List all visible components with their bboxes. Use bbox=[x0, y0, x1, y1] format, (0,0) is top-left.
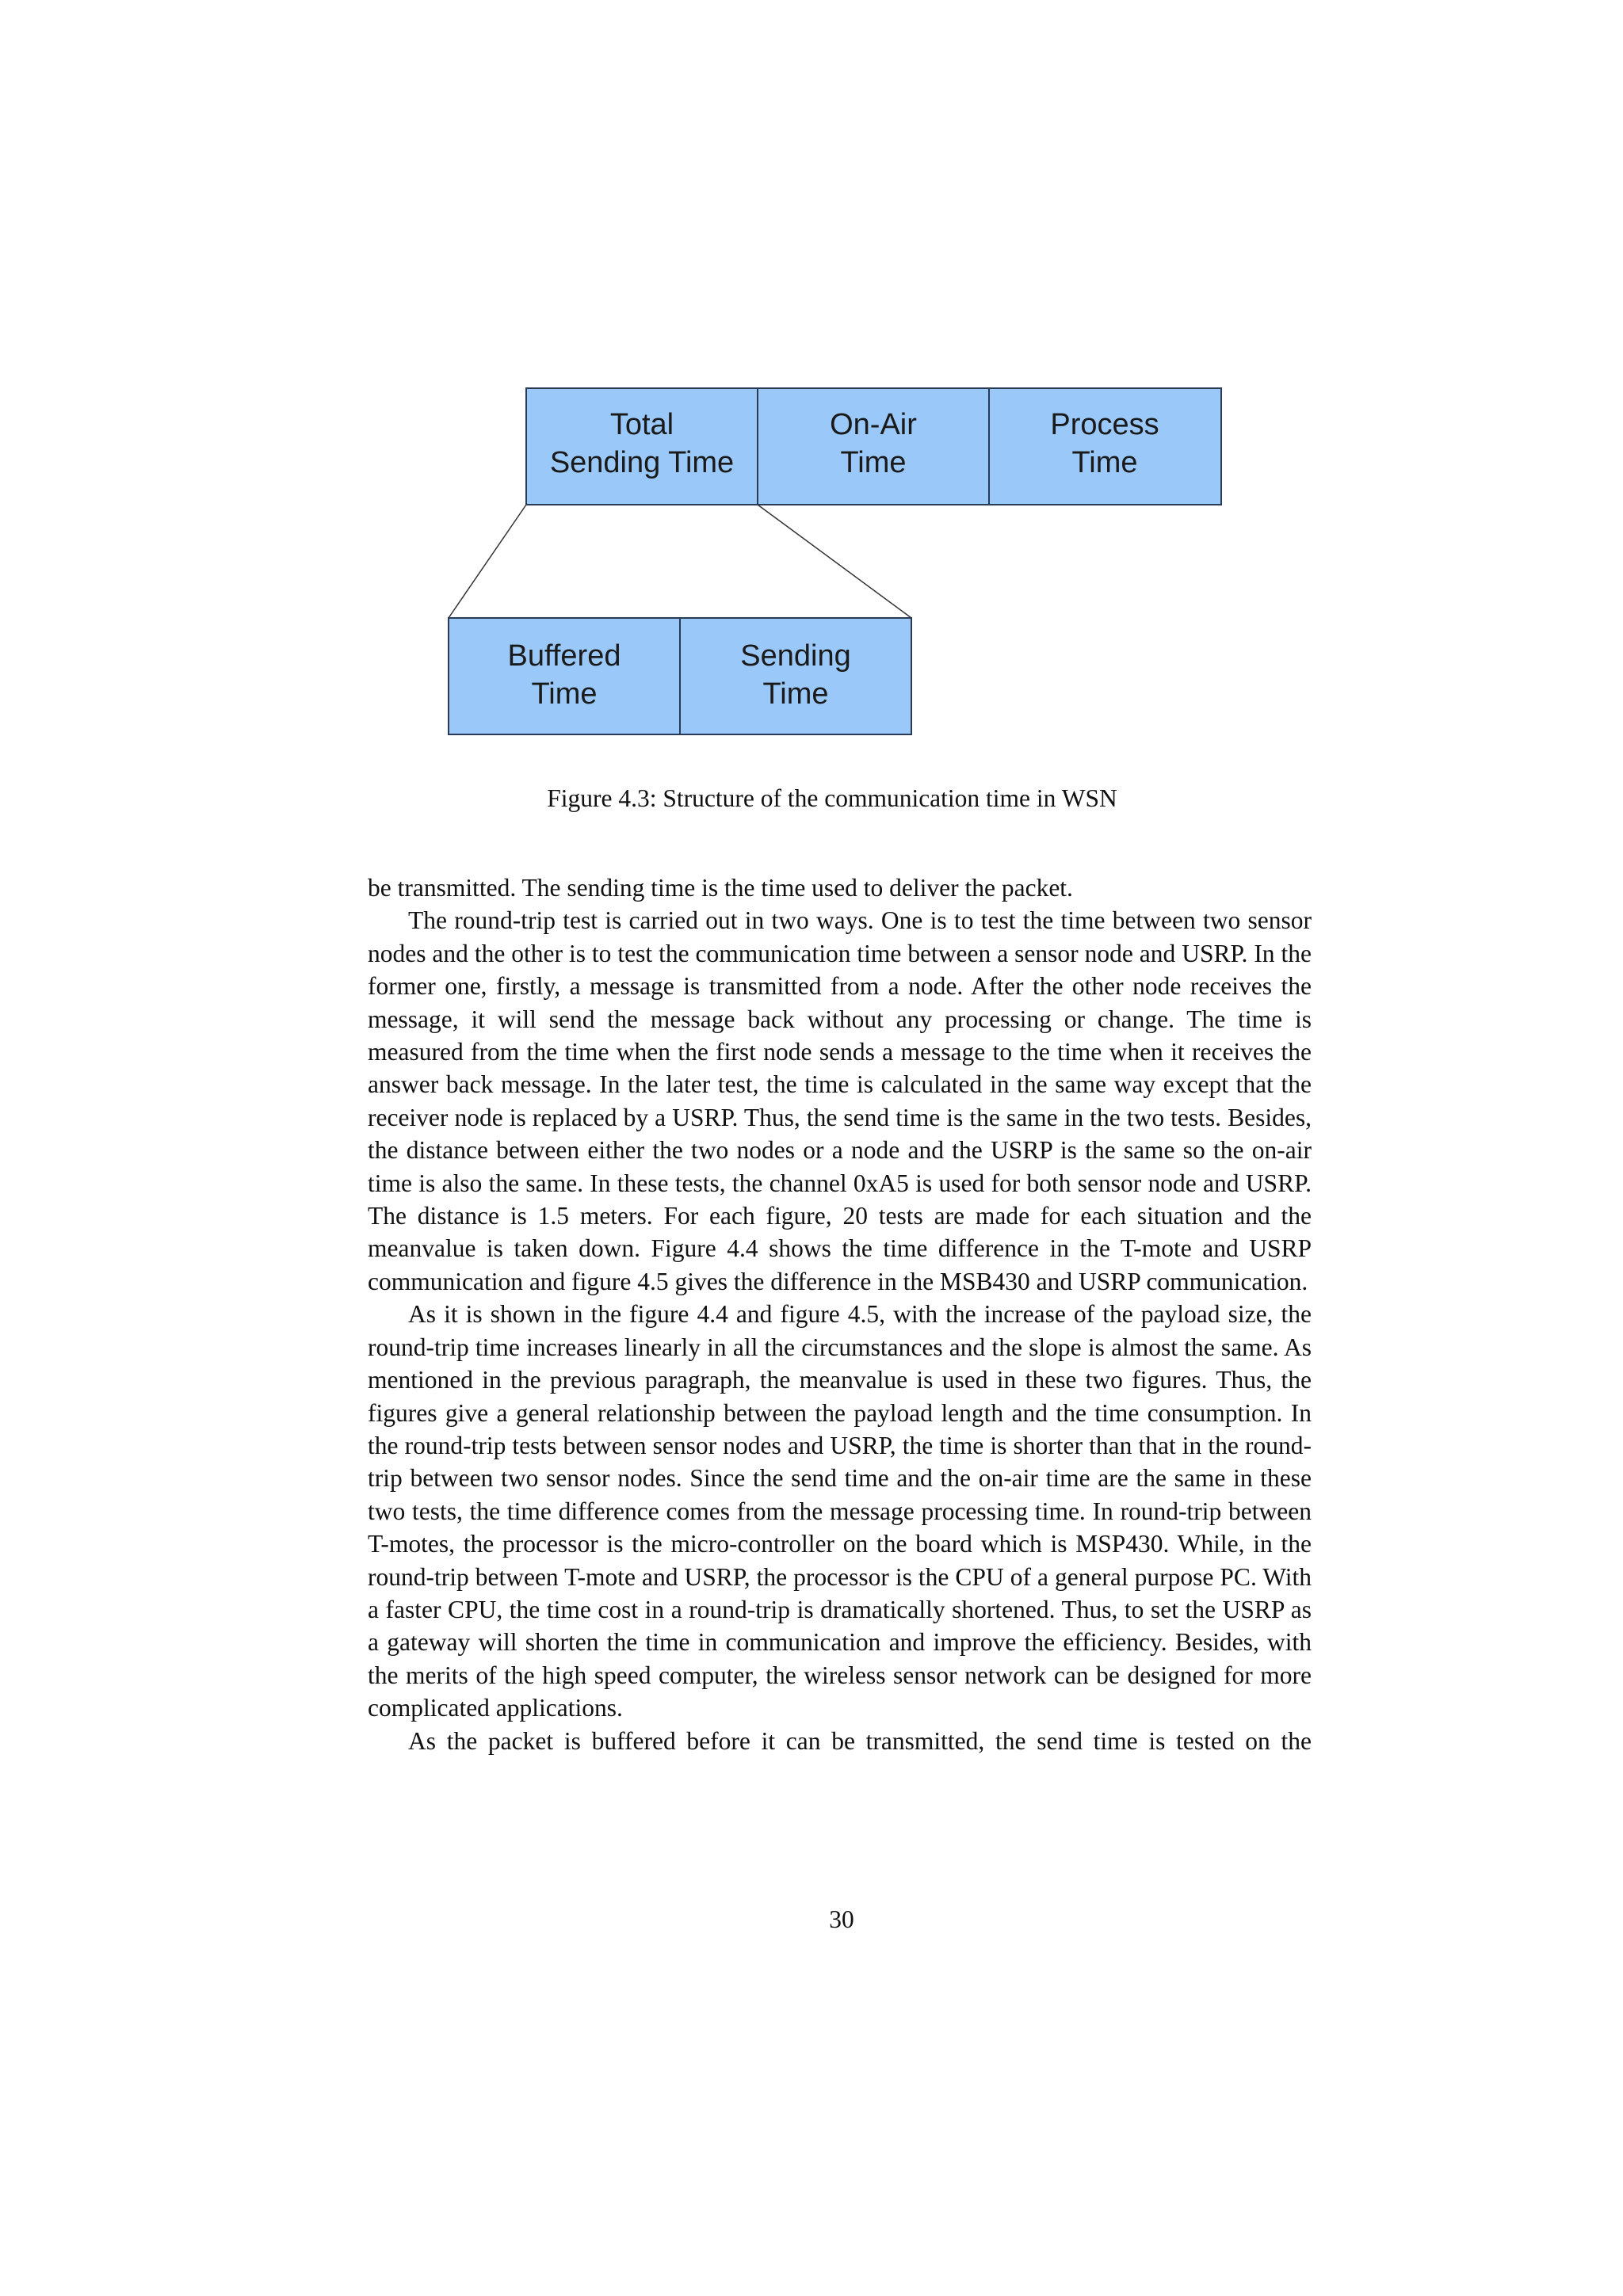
svg-text:Sending: Sending bbox=[740, 639, 851, 673]
svg-text:Time: Time bbox=[531, 677, 598, 711]
box-sending-time bbox=[680, 618, 911, 734]
svg-text:Buffered: Buffered bbox=[507, 639, 621, 673]
box-total-sending-time bbox=[526, 388, 758, 505]
box-process-time bbox=[989, 388, 1221, 505]
paragraph: As the packet is buffered before it can be transmitted, the send time is tested on the bbox=[408, 1726, 1312, 1755]
svg-text:Process: Process bbox=[1050, 408, 1159, 441]
paragraph: As it is shown in the figure 4.4 and figure 4.5, with the increase of the payload size, the round-trip time increases linearly in all the circumstances and the slope is almost the same. As mentioned in the previous paragraph, the meanvalue is used in these two figures. Thus, the figures give a general relationship between the payload length and the time consumption. In the round-trip tests between sensor nodes and USRP, the time is shorter than that in the round-trip between two sensor nodes. Since the send time and the on-air time are the same in these two tests, the time difference comes from the message processing time. In round-trip between T-motes, the processor is the micro-controller on the board which is MSP430. While, in the round-trip between T-mote and USRP, the processor is the CPU of a general purpose PC. With a faster CPU, the time cost in a round-trip is dramatically shortened. Thus, to set the USRP as a gateway will shorten the time in communication and improve the efficiency. Besides, with the merits of the high speed computer, the wireless sensor network can be designed for more complicated applications. bbox=[368, 1300, 1312, 1722]
body-text bbox=[368, 871, 1312, 1757]
svg-text:Total: Total bbox=[609, 408, 674, 441]
paragraph: be transmitted. The sending time is the time used to deliver the packet. bbox=[368, 874, 1073, 902]
svg-text:On-Air: On-Air bbox=[830, 408, 917, 441]
paragraph: The round-trip test is carried out in two ways. One is to test the time between two sensor nodes and the other is to test the communication time between a sensor node and USRP. In the former one, firstly, a message is transmitted from a node. After the other node receives the message, it will send the message back without any processing or change. The time is measured from the time when the first node sends a message to the time when it receives the answer back message. In the later test, the time is calculated in the same way except that the receiver node is replaced by a USRP. Thus, the send time is the same in the two tests. Besides, the distance between either the two nodes or a node and the USRP is the same so the on-air time is also the same. In these tests, the channel 0xA5 is used for both sensor node and USRP. The distance is 1.5 meters. For each figure, 20 tests are made for each situation and the meanvalue is taken down. Figure 4.4 shows the time difference in the T-mote and USRP communication and figure 4.5 gives the difference in the MSB430 and USRP communication. bbox=[368, 906, 1312, 1295]
svg-text:Time: Time bbox=[1071, 446, 1138, 479]
box-on-air-time bbox=[758, 388, 989, 505]
figure-caption: Figure 4.3: Structure of the communication time in WSN bbox=[547, 784, 1117, 812]
svg-text:Time: Time bbox=[762, 677, 829, 711]
connector-line-right bbox=[758, 505, 911, 618]
svg-text:Sending Time: Sending Time bbox=[549, 446, 735, 479]
communication-time-diagram bbox=[0, 0, 1623, 761]
connector-line-left bbox=[449, 505, 526, 618]
svg-text:Time: Time bbox=[840, 446, 907, 479]
box-buffered-time bbox=[449, 618, 680, 734]
page-number: 30 bbox=[829, 1905, 854, 1933]
